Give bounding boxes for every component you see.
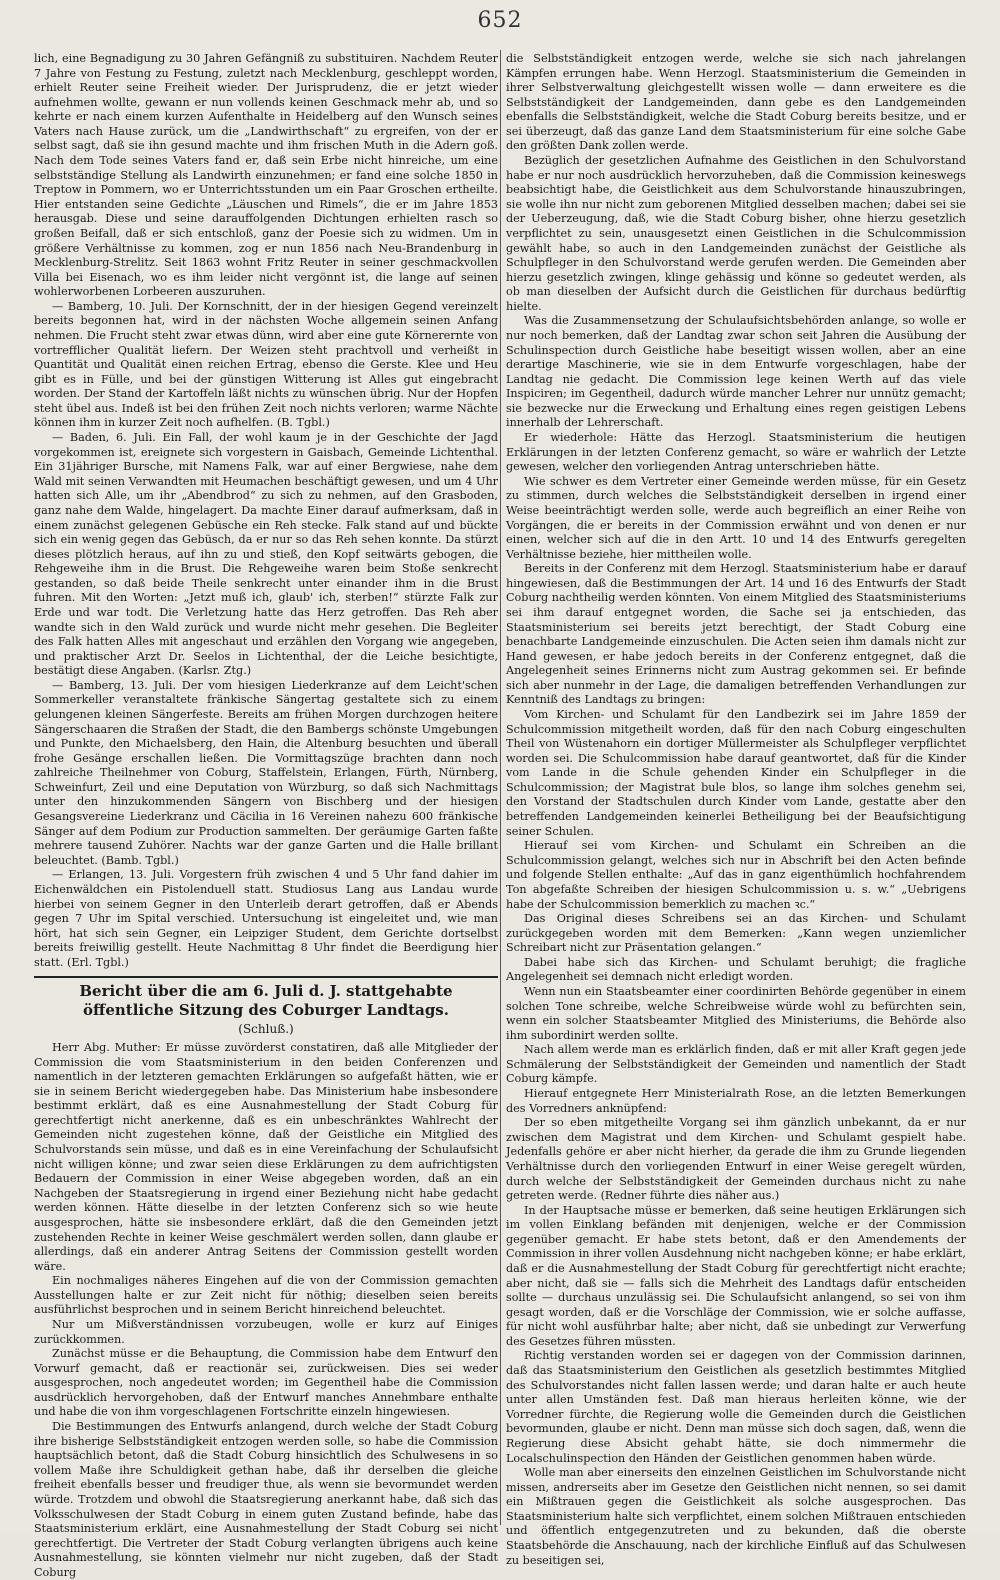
left-column: [34, 52, 498, 1580]
right-column-report-text: [506, 52, 966, 1568]
paragraph: Wie schwer es dem Vertreter einer Gemeinde werden müsse, für ein Gesetz zu stimmen, durch welches die Selbstständigkeit derselben in irgend einer Weise beeinträchtigt werden solle, werde auch begreiflich an einer Reihe von Vorgängen, die er bereits in der Commission erwähnt und von denen er nur einen, welcher sich auf die in den Artt. 10 und 14 des Entwurfs geregelten Verhältnisse beziehe, hier mittheilen wolle.: [506, 474, 966, 561]
paragraph: lich, eine Begnadigung zu 30 Jahren Gefängniß zu substituiren. Nachdem Reuter 7 Jahre von Festung zu Festung, zuletzt nach Mecklenburg, geschleppt worden, erhielt Reuter seine Freiheit wieder. Der Jurisprudenz, die er jetzt wieder aufnehmen wollte, gewann er nun vollends keinen Geschmack mehr ab, und so kehrte er nach einem kurzen Aufenthalte in Heidelberg auf den Wunsch seines Vaters nach Hause zurück, um die „Landwirthschaft“ zu ergreifen, von der er selbst sagt, daß sie ihn gesund machte und ihm frischen Muth in die Adern goß. Nach dem Tode seines Vaters fand er, daß sein Erbe nicht hinreiche, um eine selbstständige Stellung als Landwirth einzunehmen; er fand eine solche 1850 in Treptow in Pommern, wo er Unterrichtsstunden um ein Paar Groschen ertheilte. Hier entstanden seine Gedichte „Läuschen und Rimels“, die er im Jahre 1853 herausgab. Diese und seine darauffolgenden Dichtungen erhielten rasch so großen Beifall, daß er sich entschloß, ganz der Poesie sich zu widmen. Um in größere Verhältnisse zu kommen, zog er nun 1856 nach Neu-Brandenburg in Mecklenburg-Strelitz. Seit 1863 wohnt Fritz Reuter in seiner geschmackvollen Villa bei Eisenach, wo es ihm leider nicht vergönnt ist, die lange auf seinen wohlerworbenen Lorbeeren auszuruhen.: [34, 52, 498, 299]
left-column-report-text: [34, 1041, 498, 1580]
paragraph: — Bamberg, 13. Juli. Der vom hiesigen Liederkranze auf dem Leicht'schen Sommerkeller veranstaltete fränkische Sängertag gestaltete sich zu einem gelungenen kleinen Sängerfeste. Bereits am frühen Morgen durchzogen heitere Sängerschaaren die Straßen der Stadt, die den Bambergs schönste Umgebungen und Punkte, den Michaelsberg, den Hain, die Altenburg besuchten und überall frohe Gesänge erschallen ließen. Die Vormittagszüge brachten dann noch zahlreiche Theilnehmer von Coburg, Staffelstein, Erlangen, Fürth, Nürnberg, Schweinfurt, Zeil und eine Deputation von Würzburg, so daß sich Nachmittags unter den hinzukommenden Sängern von Bischberg und der hiesigen Gesangsvereine Liederkranz und Cäcilia in 16 Vereinen nahezu 600 fränkische Sänger auf dem Podium zur Production sammelten. Der geräumige Garten faßte mehrere tausend Zuhörer. Nachts war der ganze Garten und die Halle brillant beleuchtet. (Bamb. Tgbl.): [34, 678, 498, 867]
column-divider: [500, 50, 501, 1525]
report-subheading: (Schluß.): [238, 1022, 294, 1037]
paragraph: Dabei habe sich das Kirchen- und Schulamt beruhigt; die fragliche Angelegenheit sei demnach nicht erledigt worden.: [506, 955, 966, 984]
report-heading: Bericht über die am 6. Juli d. J. stattgehabte öffentliche Sitzung des Coburger Landtags.: [79, 982, 453, 1020]
paragraph: — Erlangen, 13. Juli. Vorgestern früh zwischen 4 und 5 Uhr fand dahier im Eichenwäldchen ein Pistolenduell statt. Studiosus Lang aus Landau wurde hierbei von seinem Gegner in den Unterleib derart getroffen, daß er Abends gegen 7 Uhr im Spital verschied. Untersuchung ist eingeleitet und, wie man hört, hat sich sein Gegner, ein Leipziger Student, dem Gerichte dortselbst bereits freiwillig gestellt. Heute Nachmittag 8 Uhr findet die Beerdigung hier statt. (Erl. Tgbl.): [34, 868, 498, 969]
paragraph: die Selbstständigkeit entzogen werde, welche sie sich nach jahrelangen Kämpfen errungen habe. Wenn Herzogl. Staatsministerium die Gemeinden in ihrer Selbstverwaltung gleichgestellt wissen wolle — dann erweitere es die Selbstständigkeit der Landgemeinden, dann gebe es den Landgemeinden ebenfalls die Selbstständigkeit, welche die Stadt Coburg bereits besitze, und er sei überzeugt, daß das ganze Land dem Staatsministerium für eine solche Gabe den größten Dank zollen werde.: [506, 52, 966, 153]
paragraph: Richtig verstanden worden sei er dagegen von der Commission darinnen, daß das Staatsministerium den Geistlichen als gesetzlich bestimmtes Mitglied des Schulvorstandes nicht fallen lassen werde; und daran halte er auch heute unter allen Umständen fest. Daß man hieraus herleiten könne, wie der Vorredner fürchte, die Regierung wolle die Gemeinden durch die Geistlichen bevormunden, glaube er nicht. Denn man müsse sich doch sagen, daß, wenn die Regierung diese Absicht gehabt hätte, sie doch nimmermehr die Localschulinspection den Händen der Geistlichen genommen haben würde.: [506, 1349, 966, 1465]
page-number: 652: [477, 8, 523, 33]
paragraph: — Bamberg, 10. Juli. Der Kornschnitt, der in der hiesigen Gegend vereinzelt bereits begonnen hat, wird in der nächsten Woche allgemein seinen Anfang nehmen. Die Frucht steht zwar etwas dünn, wird aber eine gute Körnerernte von vortrefflicher Qualität liefern. Der Weizen steht prachtvoll und verheißt in Quantität und Qualität einen reichen Ertrag, ebenso die Gerste. Klee und Heu gibt es in Fülle, und bei der günstigen Witterung ist Alles gut eingebracht worden. Der Stand der Kartoffeln läßt nichts zu wünschen übrig. Nur der Hopfen steht übel aus. Indeß ist bei den frühen Zeit noch nichts verloren; warme Nächte können ihm in kurzer Zeit noch aufhelfen. (B. Tgbl.): [34, 299, 498, 430]
right-column: [506, 52, 966, 1568]
paragraph: Er wiederhole: Hätte das Herzogl. Staatsministerium die heutigen Erklärungen in der letzten Conferenz gemacht, so wäre er wahrlich der Letzte gewesen, welcher den vorliegenden Antrag unterschrieben hätte.: [506, 431, 966, 474]
paragraph: Wenn nun ein Staatsbeamter einer coordinirten Behörde gegenüber in einem solchen Tone schreibe, welche Schreibweise würde wohl zu befürchten sein, wenn ein solcher Staatsbeamter Mitglied des Ministeriums, die Behörde also ihm subordinirt werden sollte.: [506, 985, 966, 1042]
paragraph: — Baden, 6. Juli. Ein Fall, der wohl kaum je in der Geschichte der Jagd vorgekommen ist, ereignete sich vorgestern in Gaisbach, Gemeinde Lichtenthal. Ein 31jähriger Bursche, mit Namens Falk, war auf einer Bergwiese, nahe dem Wald mit seinen Verwandten mit Heumachen beschäftigt gewesen, und um 4 Uhr hatten sich Alle, um ihr „Abendbrod“ zu sich zu nehmen, auf den Grasboden, ganz nahe dem Walde, hingelagert. Da machte Einer darauf aufmerksam, daß in einem zunächst gelegenen Gebüsche ein Reh stecke. Falk stand auf und bückte sich ein wenig gegen das Gebüsch, da er nur so das Reh sehen konnte. Da stürzt dieses plötzlich heraus, auf ihn zu und stieß, den Kopf seitwärts gebogen, die Rehgeweihe ihm in die Brust. Die Rehgeweihe waren beim Stoße senkrecht gestanden, so daß beide Theile senkrecht unter einander ihm in die Brust fuhren. Mit den Worten: „Jetzt muß ich, glaub' ich, sterben!“ stürzte Falk zur Erde und war todt. Die Verletzung hatte das Herz getroffen. Das Reh aber wandte sich in den Wald zurück und wurde nicht mehr gesehen. Die Begleiter des Falk hatten Alles mit angeschaut und erzählen den Vorgang wie angegeben, und praktischer Arzt Dr. Seelos in Lichtenthal, der die Leiche besichtigte, bestätigt diese Angaben. (Karlsr. Ztg.): [34, 431, 498, 678]
paragraph: Herr Abg. Muther: Er müsse zuvörderst constatiren, daß alle Mitglieder der Commission die vom Staatsministerium in den beiden Conferenzen und namentlich in der letzteren gemachten Erklärungen so aufgefaßt hätten, wie er sie in seinem Bericht wiedergegeben habe. Das Ministerium habe insbesondere bestimmt erklärt, daß es eine Ausnahmestellung der Stadt Coburg für gerechtfertigt nicht anerkenne, daß es ein unbeschränktes Wahlrecht der Gemeinden nicht zugestehen könne, daß der Geistliche ein Mitglied des Schulvorstands sein müsse, und daß es in eine Vereinfachung der Schulaufsicht nicht willigen könne; und zwar seien diese Erklärungen zu dem aufrichtigsten Bedauern der Commission in einer Weise abgegeben worden, daß an ein Nachgeben der Staatsregierung in irgend einer Beziehung nicht habe gedacht werden können. Hätte dieselbe in der letzten Conferenz sich so wie heute ausgesprochen, hätte sie insbesondere erklärt, daß die den Gemeinden jetzt zustehenden Rechte in keiner Weise geschmälert werden sollen, dann glaube er allerdings, daß ein anderer Antrag Seitens der Commission gestellt worden wäre.: [34, 1041, 498, 1273]
paragraph: Vom Kirchen- und Schulamt für den Landbezirk sei im Jahre 1859 der Schulcommission mitgetheilt worden, daß für den nach Coburg eingeschulten Theil von Wüstenahorn ein dortiger Müllermeister als Schulpfleger verpflichtet worden sei. Die Schulcommission habe darauf geantwortet, daß für die Kinder vom Lande in die Schule gehenden Kinder ein Schulpfleger in die Schulcommission; der Magistrat bule blos, so lange ihm solches genehm sei, den Vorstand der Stadtschulen durch Kinder vom Lande, gestatte aber den betreffenden Landgemeinden keinerlei Betheiligung bei der Beaufsichtigung seiner Schulen.: [506, 708, 966, 838]
paragraph: Hierauf sei vom Kirchen- und Schulamt ein Schreiben an die Schulcommission gelangt, welches sich nur in Abschrift bei den Acten befinde und folgende Stellen enthalte: „Auf das in ganz eigenthümlich hochfahrendem Ton abgefaßte Schreiben der hiesigen Schulcommission u. s. w.“ „Uebrigens habe der Schulcommission bemerklich zu machen ꝛc.“: [506, 839, 966, 911]
paragraph: Ein nochmaliges näheres Eingehen auf die von der Commission gemachten Ausstellungen halte er zur Zeit nicht für nöthig; dieselben seien bereits ausführlichst besprochen und in seinem Bericht hinreichend beleuchtet.: [34, 1274, 498, 1317]
paragraph: Bezüglich der gesetzlichen Aufnahme des Geistlichen in den Schulvorstand habe er nur noch ausdrücklich hervorzuheben, daß die Commission keineswegs beabsichtigt habe, die Geistlichkeit aus dem Schulvorstande hinauszubringen, sie wolle ihn nur nicht zum geborenen Mitglied desselben machen; dabei sei sie der Ueberzeugung, daß, wie die Stadt Coburg bisher, ohne hierzu gesetzlich verpflichtet zu sein, unausgesetzt einen Geistlichen in die Schulcommission gewählt habe, so auch in den Landgemeinden zunächst der Geistliche als Schulpfleger in den Schulvorstand werde gerufen werden. Die Gemeinden aber hierzu gesetzlich zwingen, klinge gehässig und könne so gedeutet werden, als ob man dieselben der Aufsicht durch die Geistlichen für durchaus bedürftig hielte.: [506, 154, 966, 313]
paragraph: Der so eben mitgetheilte Vorgang sei ihm gänzlich unbekannt, da er nur zwischen dem Magistrat und dem Kirchen- und Schulamt gespielt habe. Jedenfalls gehöre er aber nicht hierher, da gerade die ihm zu Grunde liegenden Verhältnisse durch den vorliegenden Entwurf in einer Weise geregelt würden, durch welche der Selbstständigkeit der Gemeinden durchaus nicht zu nahe getreten werde. (Redner führte dies näher aus.): [506, 1116, 966, 1203]
paragraph: Die Bestimmungen des Entwurfs anlangend, durch welche der Stadt Coburg ihre bisherige Selbstständigkeit entzogen werden solle, so habe die Commission hauptsächlich betont, daß die Stadt Coburg hinsichtlich des Schulwesens in so vollem Maße ihre Schuldigkeit gethan habe, daß ihr derselben die gleiche freiheit ebenfalls besser und freudiger thue, als wenn sie bevormundet werden würde. Trotzdem und obwohl die Staatsregierung anerkannt habe, daß sich das Volksschulwesen der Stadt Coburg in einem guten Zustand befinde, habe das Staatsministerium erklärt, eine Ausnahmestellung der Stadt Coburg sei nicht gerechtfertigt. Die Vertreter der Stadt Coburg verlangten übrigens auch keine Ausnahmestellung, sie könnten vielmehr nur nicht zugeben, daß der Stadt Coburg: [34, 1420, 498, 1579]
paragraph: Das Original dieses Schreibens sei an das Kirchen- und Schulamt zurückgegeben worden mit dem Bemerken: „Kann wegen unziemlicher Schreibart nicht zur Präsentation gelangen.“: [506, 912, 966, 955]
left-column-news-items: [34, 52, 498, 970]
paragraph: Bereits in der Conferenz mit dem Herzogl. Staatsministerium habe er darauf hingewiesen, daß die Bestimmungen der Art. 14 und 16 des Entwurfs der Stadt Coburg nachtheilig werden könnten. Von einem Mitglied des Staatsministeriums sei ihm darauf entgegnet worden, die Sache sei ja entschieden, das Staatsministerium sei bereits jetzt berechtigt, der Stadt Coburg eine benachbarte Landgemeinde einzuschulen. Die Acten seien ihm damals nicht zur Hand gewesen, er habe jedoch bereits in der Conferenz entgegnet, daß die Angelegenheit seines Erinnerns nicht zum Austrag gekommen sei. Er befinde sich aber nunmehr in der Lage, die damaligen betreffenden Verhandlungen zur Kenntniß des Landtags zu bringen:: [506, 562, 966, 707]
paragraph: Wolle man aber einerseits den einzelnen Geistlichen im Schulvorstande nicht missen, andrerseits aber im Gesetze den Geistlichen nicht nennen, so sei damit ein Mißtrauen gegen die Geistlichkeit als solche ausgesprochen. Das Staatsministerium halte sich verpflichtet, einem solchen Mißtrauen entschieden und öffentlich entgegenzutreten und zu bekunden, daß die oberste Staatsbehörde die Anschauung, nach der kirchliche Einfluß auf das Schulwesen zu beseitigen sei,: [506, 1466, 966, 1567]
paragraph: Nur um Mißverständnissen vorzubeugen, wolle er kurz auf Einiges zurückkommen.: [34, 1317, 498, 1346]
paragraph: Zunächst müsse er die Behauptung, die Commission habe dem Entwurf den Vorwurf gemacht, daß er reactionär sei, zurückweisen. Dies sei weder ausgesprochen, noch angedeutet worden; im Gegentheil habe die Commission ausdrücklich hervorgehoben, daß der Entwurf manches Annehmbare enthalte und habe die von ihm vorgeschlagenen Fortschritte einzeln hingewiesen.: [34, 1347, 498, 1419]
paragraph: In der Hauptsache müsse er bemerken, daß seine heutigen Erklärungen sich im vollen Einklang befänden mit denjenigen, welche er der Commission gegenüber gemacht. Er habe stets betont, daß er den Amendements der Commission in ihrer vollen Ausdehnung nicht nachgeben könne; er habe erklärt, daß er die Ausnahmestellung der Stadt Coburg für gerechtfertigt nicht erachte; aber nicht, daß sie — falls sich die Mehrheit des Landtags dafür entscheiden sollte — durchaus unzulässig sei. Die Schulaufsicht anlangend, so sei von ihm gesagt worden, daß er die Vorschläge der Commission, wie er solche auffasse, für nicht wohl ausführbar halte; aber nicht, daß sie unbedingt zur Verwerfung des Gesetzes führen müssten.: [506, 1203, 966, 1348]
paragraph: Nach allem werde man es erklärlich finden, daß er mit aller Kraft gegen jede Schmälerung der Selbstständigkeit der Gemeinden und namentlich der Stadt Coburg kämpfe.: [506, 1043, 966, 1086]
paragraph: Was die Zusammensetzung der Schulaufsichtsbehörden anlange, so wolle er nur noch bemerken, daß der Landtag zwar schon seit Jahren die Ausübung der Schulinspection durch Geistliche habe beseitigt wissen wollen, aber an eine derartige Maschinerie, wie sie in dem Entwurfe vorgeschlagen, habe der Landtag nie gedacht. Die Commission lege keinen Werth auf das viele Inspiciren; im Gegentheil, dadurch würde mancher Lehrer nur unnütz gemacht; sie bezwecke nur die Erweckung und Erhaltung eines regen geistigen Lebens innerhalb der Lehrerschaft.: [506, 314, 966, 430]
paragraph: Hierauf entgegnete Herr Ministerialrath Rose, an die letzten Bemerkungen des Vorredners anknüpfend:: [506, 1087, 966, 1115]
report-heading-block: [34, 976, 498, 1037]
